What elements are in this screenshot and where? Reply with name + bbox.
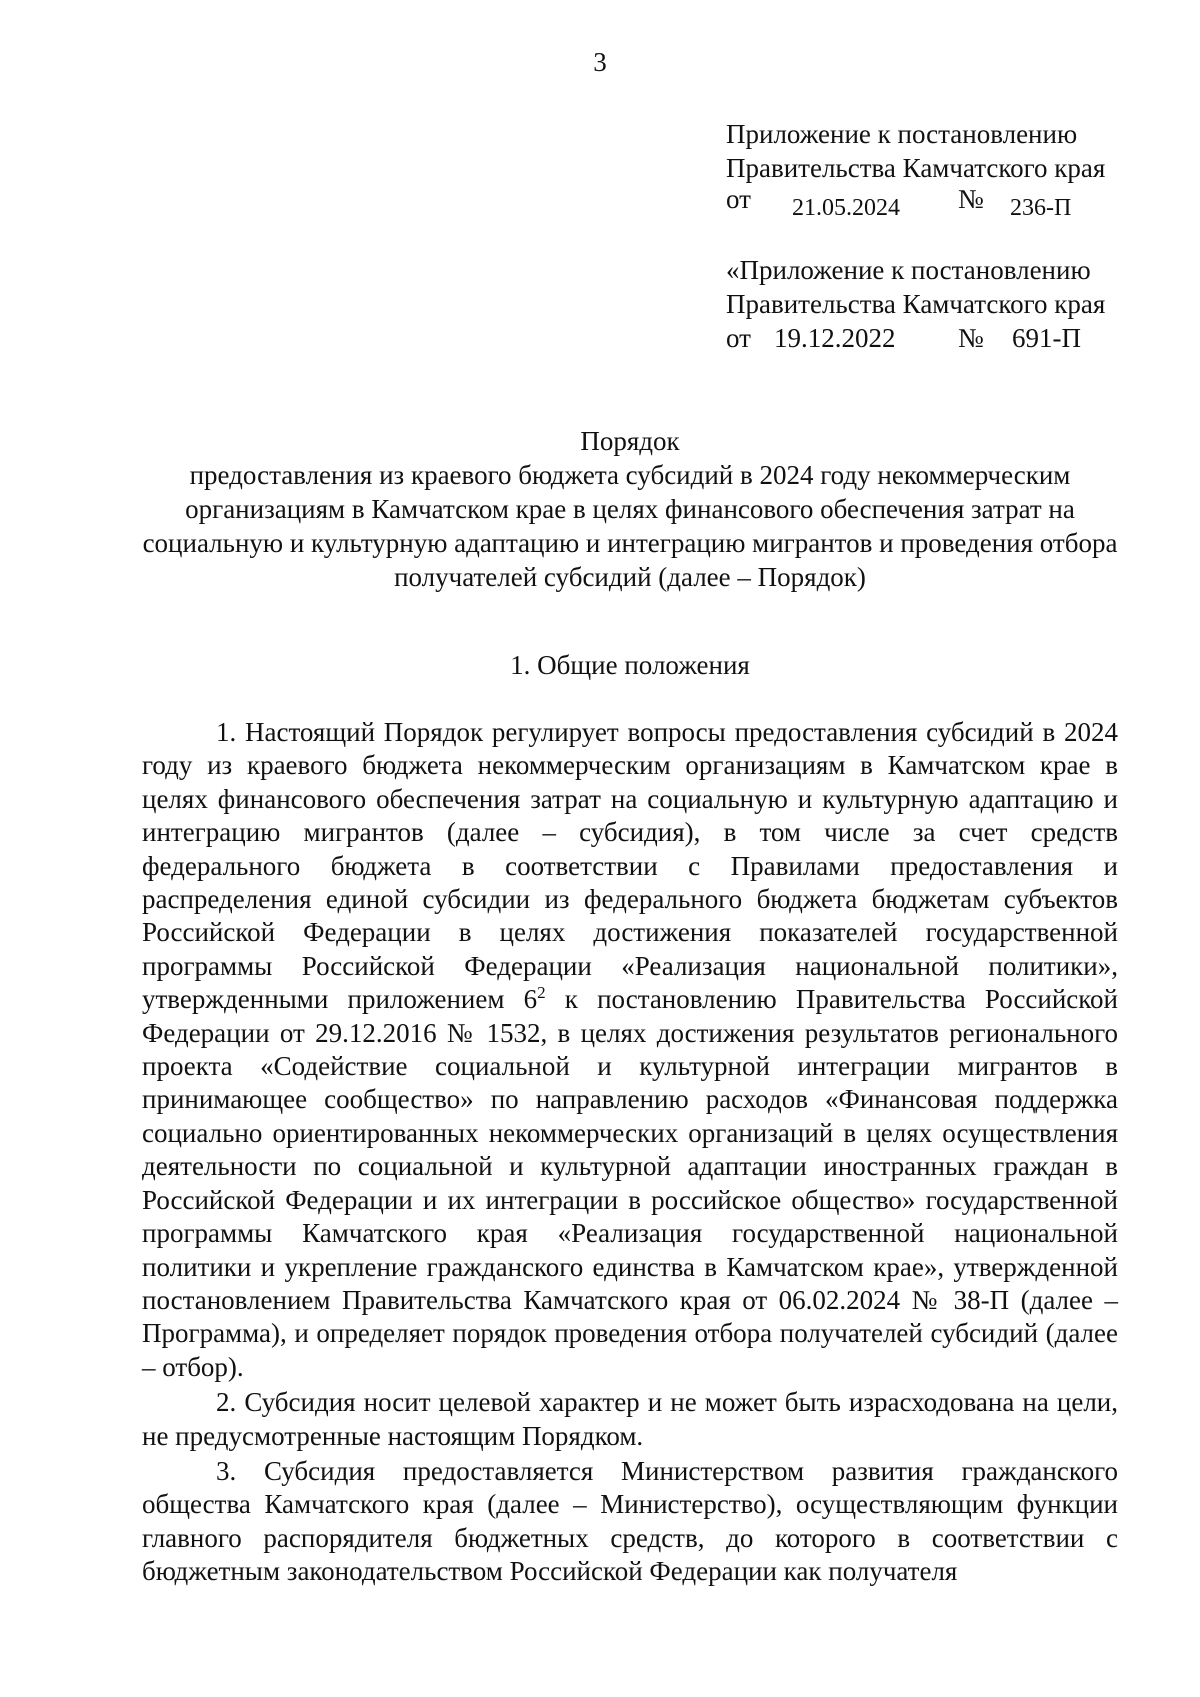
appendix-current-from-label: от [726,184,751,214]
document-title [140,424,1120,594]
paragraph-3: 3. Субсидия предоставляется Министерством развития гражданского общества Камчатского края (далее – Министерство), осуществляющим функции главного распорядителя бюджетных средств, до которого в соответствии с бюджетным законодательством Российской Федерации как получателя [142,1455,1118,1587]
appendix-current-dateline [726,185,1166,219]
appendix-current-line1: Приложение к постановлению [726,119,1078,149]
document-title-subtitle: предоставления из краевого бюджета субсидий в 2024 году некоммерческим организациям в Камчатском крае в целях финансового обеспечения затрат на социальную и культурную адаптацию и интеграцию мигрантов и проведения отбора получателей субсидий (далее – Порядок) [142,460,1118,592]
paragraph-1 [142,716,1118,1384]
appendix-previous-number: 691-П [1012,323,1081,353]
appendix-current-number-sign: № [958,184,984,214]
appendix-previous [726,253,1166,355]
appendix-previous-dateline [726,321,1166,355]
section-heading: 1. Общие положения [510,650,750,680]
paragraph-1-part-a: 1. Настоящий Порядок регулирует вопросы предоставления субсидий в 2024 году из краевого бюджета некоммерческим организациям в Камчатском крае в целях финансового обеспечения затрат на социальную и культурную адаптацию и интеграцию мигрантов (далее – субсидия), в том числе за счет средств федерального бюджета в соответствии с Правилами предоставления и распределения единой субсидии из федерального бюджета бюджетам субъектов Российской Федерации в целях достижения показателей государственной программы Российской Федерации «Реализация национальной политики», утвержденными приложением 6 [142,717,1118,1015]
appendix-current-date: 21.05.2024 [792,195,900,221]
page-number: 3 [593,47,607,77]
document-title-heading: Порядок [580,426,680,456]
appendix-current-number: 236-П [1010,195,1072,221]
paragraph-2: 2. Субсидия носит целевой характер и не может быть израсходована на цели, не предусмотренные настоящим Порядком. [142,1387,1118,1451]
appendix-previous-date: 19.12.2022 [774,323,896,353]
appendix-previous-line1: «Приложение к постановлению [726,255,1091,285]
appendix-previous-line2: Правительства Камчатского края [726,289,1106,319]
appendix-current [726,117,1166,219]
appendix-current-line2: Правительства Камчатского края [726,153,1106,183]
paragraph-1-superscript: 2 [537,983,546,1003]
appendix-previous-from-label: от [726,323,751,353]
document-body [142,716,1118,1589]
appendix-previous-number-sign: № [958,323,984,353]
paragraph-1-part-b: к постановлению Правительства Российской Федерации от 29.12.2016 № 1532, в целях достижения результатов регионального проекта «Содействие социальной и культурной интеграции мигрантов в принимающее сообщество» по направлению расходов «Финансовая поддержка социально ориентированных некоммерческих организаций в целях осуществления деятельности по социальной и культурной адаптации иностранных граждан в Российской Федерации и их интеграции в российское общество» государственной программы Камчатского края «Реализация государственной национальной политики и укрепление гражданского единства в Камчатском крае», утвержденной постановлением Правительства Камчатского края от 06.02.2024 № 38-П (далее – Программа), и определяет порядок проведения отбора получателей субсидий (далее – отбор). [142,984,1118,1382]
